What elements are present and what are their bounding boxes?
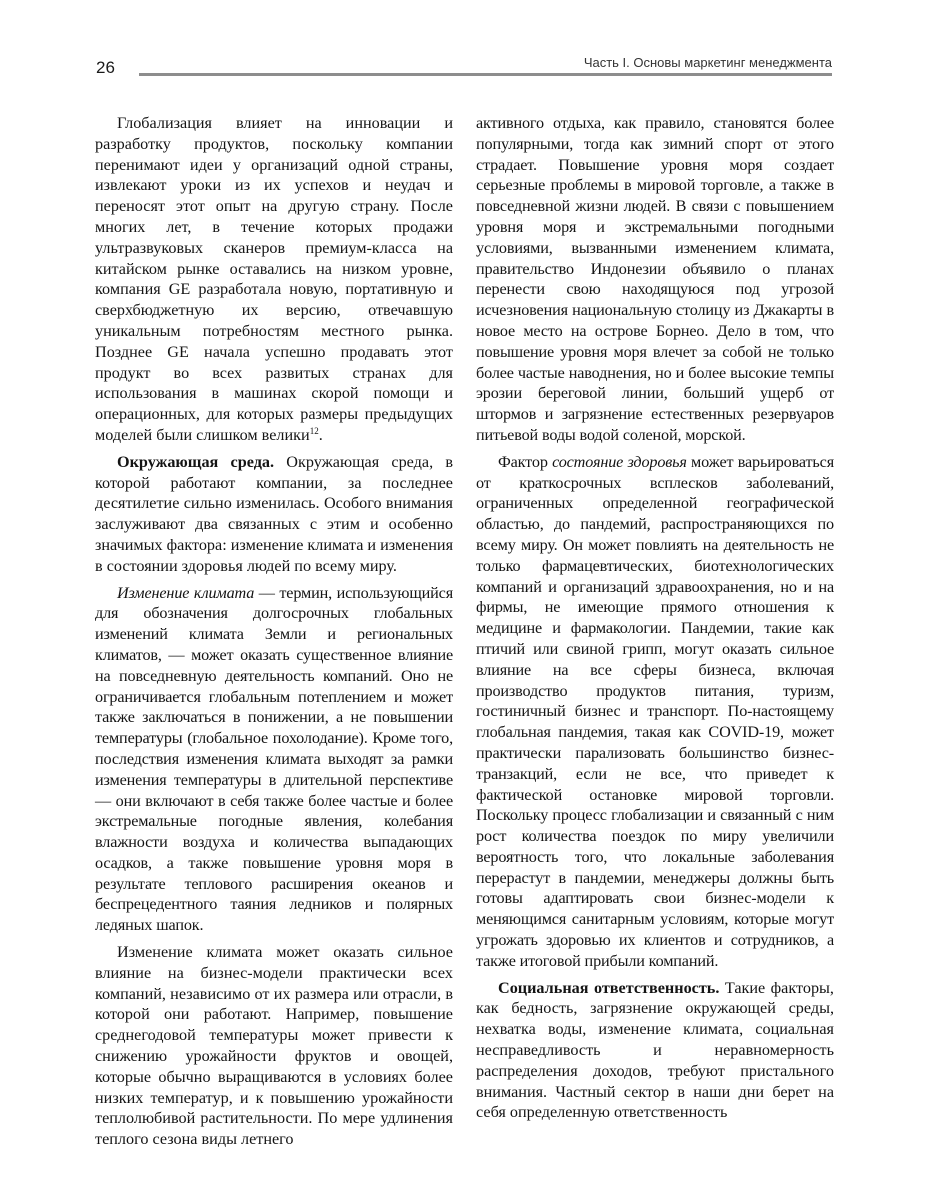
paragraph-social-responsibility xyxy=(476,978,834,1124)
paragraph-text: может варьироваться от краткосрочных всплесков заболеваний, ограниченных определенной географической областью, до пандемий, распространяющихся по всему миру. Он может повлиять на деятельность не только фармацевтических, биотехнологических компаний и организаций здравоохранения, но и на фирмы, не имеющие прямого отношения к медицине и фармакологии. Пандемии, такие как птичий или свиной грипп, могут оказать сильное влияние на все сферы бизнеса, включая производство продуктов питания, туризм, гостиничный бизнес и транспорт. По-настоящему глобальная пандемия, такая как COVID-19, может практически парализовать большинство бизнес-транзакций, если не все, что приведет к фактической остановке мировой торговли. Поскольку процесс глобализации и связанный с ним рост количества поездок по миру увеличили вероятность того, что локальные заболевания перерастут в пандемии, менеджеры должны быть готовы адаптировать свои бизнес-модели к меняющимся санитарным условиям, которые могут угрожать здоровью их клиентов и сотрудников, а также итоговой прибыли компаний. xyxy=(476,452,834,970)
term-climate-change: Изменение климата xyxy=(117,583,255,602)
page-header xyxy=(0,0,927,90)
term-health: состояние здоровья xyxy=(552,452,687,471)
header-rule xyxy=(139,73,832,76)
paragraph-environment xyxy=(95,452,453,577)
paragraph-climate-impact xyxy=(95,942,453,1150)
paragraph-text: Изменение климата может оказать сильное влияние на бизнес-модели практически всех компаний, независимо от их размера или отрасли, в которой они работают. Например, повышение среднегодовой температуры может привести к снижению урожайности фруктов и овощей, которые обычно выращиваются в условиях более низких температур, и к повышению урожайности теплолюбивой растительности. По мере удлинения теплого сезона виды летнего xyxy=(95,943,453,1149)
paragraph-continuation xyxy=(476,113,834,446)
paragraph-text: — термин, использующийся для обозначения долгосрочных глобальных изменений климата Земли и региональных климатов, — может оказать существенное влияние на повседневную деятельность компаний. Оно не ограничивается глобальным потеплением и может также заключаться в понижении, а не повышении температуры (глобальное похолодание). Кроме того, последствия изменения климата выходят за рамки изменения температуры в длительной перспективе — они включают в себя также более частые и более экстремальные погодные явления, колебания влажности воздуха и количества выпадающих осадков, а также повышение уровня моря в результате теплового расширения океанов и беспрецедентного таяния ледников и полярных ледяных шапок. xyxy=(95,583,453,935)
right-column xyxy=(476,113,834,1123)
paragraph-globalization xyxy=(95,113,453,446)
footnote-marker: 12 xyxy=(309,425,319,436)
paragraph-start: Фактор xyxy=(498,452,553,471)
running-title: Часть I. Основы маркетинг менеджмента xyxy=(583,55,832,70)
paragraph-end: . xyxy=(318,425,323,444)
paragraph-health xyxy=(476,452,834,972)
left-column xyxy=(95,113,453,1150)
paragraph-text: активного отдыха, как правило, становятся более популярными, тогда как зимний спорт от этого страдает. Повышение уровня моря создает серьезные проблемы в мировой торговле, а также в повседневной жизни людей. В связи с повышением уровня моря и экстремальными погодными условиями, вызванными изменением климата, правительство Индонезии объявило о планах перенести свою находящуюся под угрозой исчезновения национальную столицу из Джакарты в новое место на острове Борнео. Дело в том, что повышение уровня моря влечет за собой не только более частые наводнения, но и более высокие темпы эрозии береговой линии, больший ущерб от штормов и загрязнение естественных резервуаров питьевой воды водой соленой, морской. xyxy=(476,114,834,444)
paragraph-text: Глобализация влияет на инновации и разработку продуктов, поскольку компании перенимают идеи у организаций одной страны, извлекают уроки из их успехов и неудач и переносят этот опыт на другую страну. После многих лет, в течение которых продажи ультразвуковых сканеров премиум-класса на китайском рынке оставались на низком уровне, компания GE разработала новую, портативную и сверхбюджетную их версию, отвечавшую уникальным потребностям местного рынка. Позднее GE начала успешно продавать этот продукт во всех развитых странах для использования в машинах скорой помощи и операционных, для которых размеры предыдущих моделей были слишком велики xyxy=(95,114,453,444)
paragraph-text: Окружающая среда, в которой работают компании, за последнее десятилетие сильно изменилась. Особого внимания заслуживают два связанных с этим и особенно значимых фактора: изменение климата и изменения в состоянии здоровья людей по всему миру. xyxy=(95,452,454,575)
paragraph-climate-change xyxy=(95,583,453,937)
section-heading-social-responsibility: Социальная ответственность. xyxy=(498,978,720,997)
paragraph-text: Такие факторы, как бедность, загрязнение окружающей среды, нехватка воды, изменение климата, социальная несправедливость и неравномерность распределения доходов, требуют пристального внимания. Частный сектор в наши дни берет на себя определенную ответственность xyxy=(476,978,834,1122)
page-number: 26 xyxy=(96,58,115,77)
section-heading-environment: Окружающая среда. xyxy=(117,452,275,471)
